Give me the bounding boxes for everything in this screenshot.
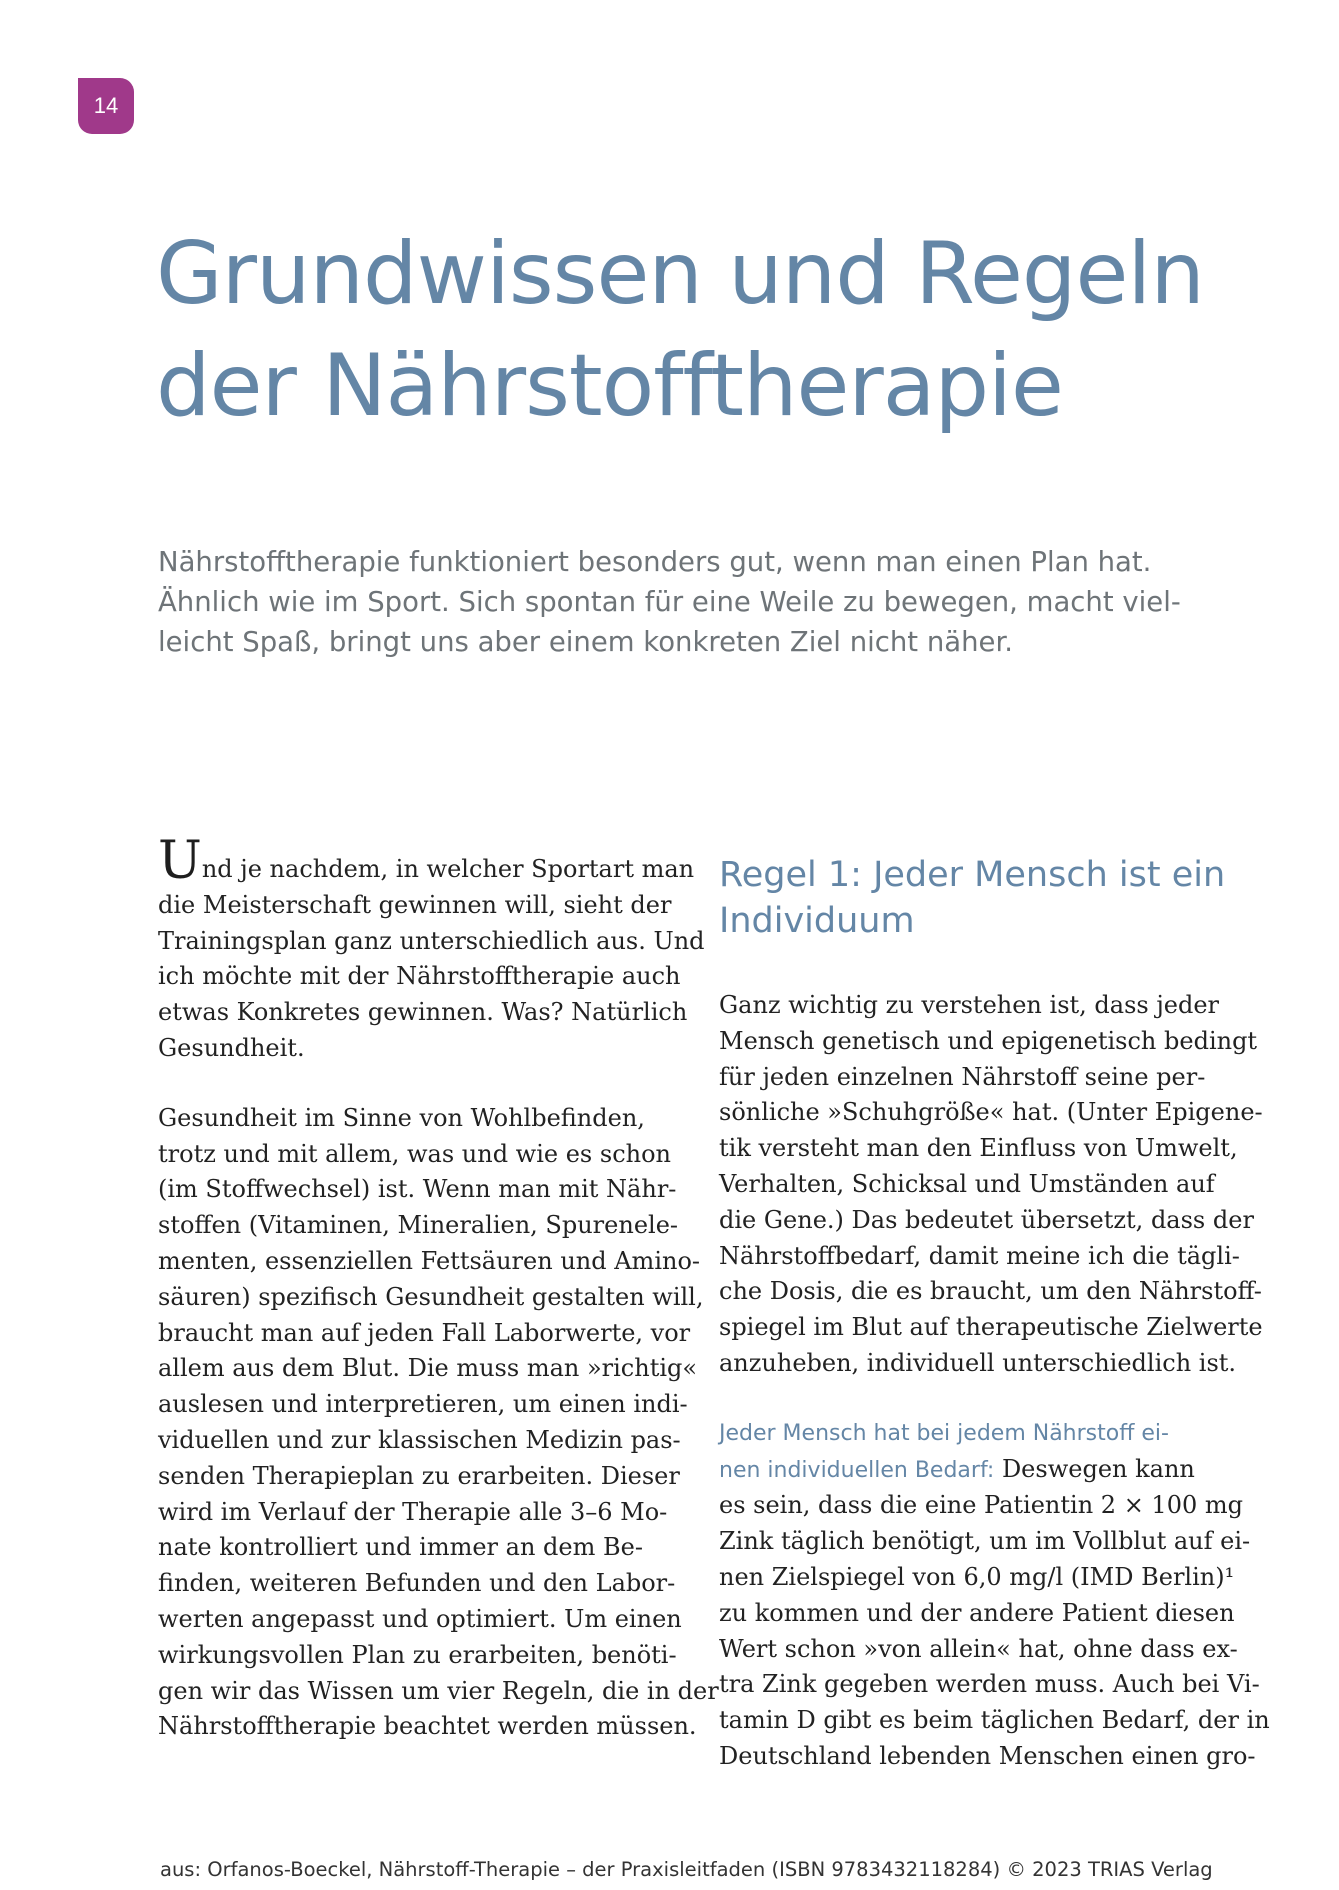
text-line: spiegel im Blut auf therapeutische Zielwerte (719, 1313, 1263, 1342)
body-paragraph (158, 1101, 719, 1745)
lead-line: Ähnlich wie im Sport. Sich spontan für eine Weile zu bewegen, macht viel- (158, 586, 1181, 618)
text-line: Zink täglich benötigt, um im Vollblut auf ei- (719, 1527, 1251, 1556)
text-line: viduellen und zur klassischen Medizin pas- (158, 1425, 681, 1454)
text-fragment: nd je nachdem, in welcher Sportart man (201, 855, 695, 883)
text-line: Wert schon »von allein« hat, ohne dass ex- (719, 1634, 1238, 1663)
lead-line: leicht Spaß, bringt uns aber einem konkreten Ziel nicht näher. (158, 626, 1013, 658)
text-line: finden, weiteren Befunden und den Labor- (158, 1569, 676, 1598)
text-line: allem aus dem Blut. Die muss man »richtig« (158, 1354, 698, 1383)
text-line: Nährstofftherapie beachtet werden müssen. (158, 1712, 697, 1741)
text-line: Ganz wichtig zu verstehen ist, dass jeder (719, 991, 1220, 1019)
right-column (719, 852, 1270, 1809)
text-line: die Gene.) Das bedeutet übersetzt, dass der (719, 1205, 1254, 1234)
text-line: stoffen (Vitaminen, Mineralien, Spurenele- (158, 1211, 679, 1240)
text-line: tamin D gibt es beim täglichen Bedarf, der in (719, 1706, 1270, 1735)
left-column (158, 831, 719, 1779)
text-line: es sein, dass die eine Patientin 2 × 100 mg (719, 1491, 1243, 1520)
text-line (719, 1452, 1239, 1489)
text-line: zu kommen und der andere Patient diesen (719, 1598, 1235, 1627)
text-line: Trainingsplan ganz unterschiedlich aus. Und (158, 926, 705, 955)
text-line: Gesundheit. (158, 1033, 305, 1062)
text-line: die Meisterschaft gewinnen will, sieht der (158, 890, 672, 919)
text-line: nate kontrolliert und immer an dem Be- (158, 1533, 643, 1562)
text-line: (im Stoffwechsel) ist. Wenn man mit Nähr- (158, 1175, 677, 1204)
body-paragraph (719, 988, 1263, 1382)
text-line: säuren) spezifisch Gesundheit gestalten will, (158, 1282, 704, 1311)
text-line: auslesen und interpretieren, um einen indi- (158, 1390, 688, 1419)
text-line: Verhalten, Schicksal und Umständen auf (719, 1169, 1215, 1198)
text-line: Deutschland lebenden Menschen einen gro- (719, 1741, 1256, 1770)
lead-line: Nährstofftherapie funktioniert besonders gut, wenn man einen Plan hat. (158, 546, 1152, 578)
drop-cap: U (158, 831, 202, 891)
heading-line: Regel 1: Jeder Mensch ist ein (719, 855, 1226, 895)
text-line: Gesundheit im Sinne von Wohlbefinden, (158, 1103, 645, 1132)
text-line: etwas Konkretes gewinnen. Was? Natürlich (158, 998, 688, 1027)
source-footer: aus: Orfanos-Boeckel, Nährstoff-Therapie – der Praxisleitfaden (ISBN 9783432118284) © 2023 TRIAS Verlag (160, 1858, 1213, 1881)
text-line: werten angepasst und optimiert. Um einen (158, 1604, 682, 1633)
lead-paragraph (158, 542, 1248, 662)
page-number-badge: 14 (78, 78, 134, 134)
chapter-title (156, 218, 1276, 442)
text-line: wird im Verlauf der Therapie alle 3–6 Mo- (158, 1497, 668, 1526)
text-line: Nährstoffbedarf, damit meine ich die tägli- (719, 1241, 1240, 1270)
text-line: menten, essenziellen Fettsäuren und Amino- (158, 1246, 701, 1275)
inline-subheading: nen individuellen Bedarf: (719, 1457, 995, 1483)
inline-subheading: Jeder Mensch hat bei jedem Nährstoff ei- (719, 1420, 1169, 1446)
text-line: tra Zink gegeben werden muss. Auch bei Vi- (719, 1670, 1260, 1699)
text-line: tik versteht man den Einfluss von Umwelt, (719, 1134, 1238, 1163)
text-line: wirkungsvollen Plan zu erarbeiten, benöti- (158, 1640, 677, 1669)
text-line: Mensch genetisch und epigenetisch bedingt (719, 1026, 1258, 1055)
text-line: trotz und mit allem, was und wie es schon (158, 1139, 671, 1168)
text-line: sönliche »Schuhgröße« hat. (Unter Epigene- (719, 1098, 1263, 1127)
text-line: anzuheben, individuell unterschiedlich ist. (719, 1348, 1237, 1377)
text-line: senden Therapieplan zu erarbeiten. Dieser (158, 1461, 680, 1490)
text-line: ich möchte mit der Nährstofftherapie auch (158, 962, 681, 991)
body-paragraph (719, 1416, 1270, 1775)
text-line (158, 831, 695, 891)
chapter-title-line: der Nährstofftherapie (156, 336, 1063, 436)
text-line: gen wir das Wissen um vier Regeln, die in der (158, 1676, 719, 1705)
chapter-title-line: Grundwissen und Regeln (156, 224, 1204, 324)
text-fragment: Deswegen kann (994, 1454, 1195, 1483)
heading-line: Individuum (719, 901, 915, 941)
text-line: für jeden einzelnen Nährstoff seine per- (719, 1062, 1206, 1091)
text-line: che Dosis, die es braucht, um den Nährstoff- (719, 1277, 1262, 1306)
intro-paragraph (158, 831, 705, 1067)
section-heading (719, 852, 1239, 944)
text-line: braucht man auf jeden Fall Laborwerte, vor (158, 1318, 691, 1347)
text-line: nen Zielspiegel von 6,0 mg/l (IMD Berlin)¹ (719, 1562, 1235, 1591)
